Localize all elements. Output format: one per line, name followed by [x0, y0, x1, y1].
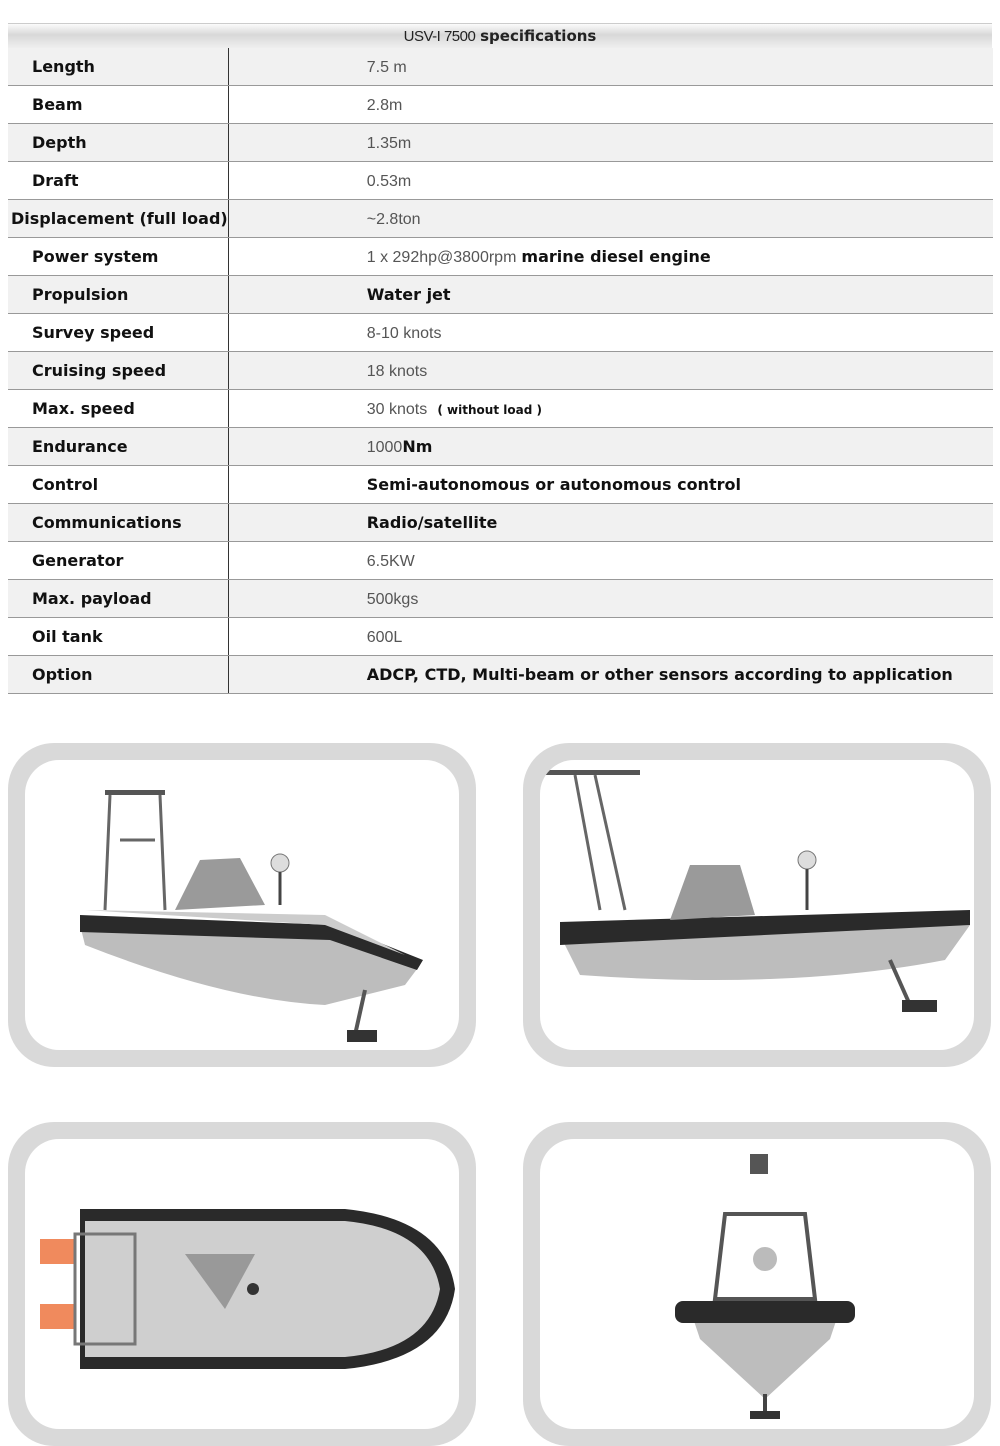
spec-value — [228, 656, 993, 694]
spec-row — [8, 314, 993, 352]
spec-row — [8, 162, 993, 200]
spec-label: Length — [8, 48, 228, 86]
spec-value-plain: 18 knots — [366, 362, 428, 380]
spec-row — [8, 200, 993, 238]
spec-value — [228, 352, 993, 390]
spec-label: Cruising speed — [8, 352, 228, 390]
spec-value-plain: ~2.8ton — [366, 210, 421, 228]
title-label: specifications — [480, 27, 597, 45]
spec-row — [8, 618, 993, 656]
spec-value-bold: ADCP, CTD, Multi-beam or other sensors according to application — [366, 664, 953, 684]
spec-value-plain: 6.5KW — [366, 552, 415, 570]
spec-value — [228, 428, 993, 466]
spec-row — [8, 466, 993, 504]
spec-row — [8, 48, 993, 86]
spec-label: Control — [8, 466, 228, 504]
spec-value-bold: Water jet — [366, 284, 451, 304]
boat-image-perspective-front — [8, 743, 476, 1067]
spec-label: Power system — [8, 238, 228, 276]
spec-row — [8, 238, 993, 276]
spec-table — [8, 48, 993, 694]
spec-value-plain: 1000 — [366, 438, 403, 456]
spec-value-plain: 1 x 292hp@3800rpm — [366, 248, 517, 266]
spec-value-plain: 30 knots — [366, 400, 428, 418]
spec-value — [228, 86, 993, 124]
spec-row — [8, 504, 993, 542]
spec-row — [8, 276, 993, 314]
spec-value-bold: Nm — [402, 436, 433, 456]
spec-value-plain: 1.35m — [366, 134, 412, 152]
spec-value — [228, 390, 993, 428]
spec-label: Displacement (full load) — [8, 200, 228, 238]
spec-label: Oil tank — [8, 618, 228, 656]
spec-row — [8, 542, 993, 580]
spec-table-title — [8, 23, 992, 48]
spec-value-bold: marine diesel engine — [521, 246, 711, 266]
spec-label: Generator — [8, 542, 228, 580]
spec-value — [228, 162, 993, 200]
spec-label: Option — [8, 656, 228, 694]
spec-label: Max. payload — [8, 580, 228, 618]
spec-label: Beam — [8, 86, 228, 124]
spec-label: Survey speed — [8, 314, 228, 352]
model-name: USV-I 7500 — [403, 28, 476, 45]
spec-value-plain: 2.8m — [366, 96, 403, 114]
spec-row — [8, 390, 993, 428]
spec-value — [228, 314, 993, 352]
spec-label: Propulsion — [8, 276, 228, 314]
spec-note: ( without load ) — [437, 402, 542, 417]
spec-value — [228, 618, 993, 656]
spec-value-plain: 500kgs — [366, 590, 419, 608]
spec-value-plain: 7.5 m — [366, 58, 407, 76]
spec-value-bold: Radio/satellite — [366, 512, 498, 532]
spec-label: Draft — [8, 162, 228, 200]
spec-value — [228, 504, 993, 542]
spec-label: Max. speed — [8, 390, 228, 428]
spec-row — [8, 428, 993, 466]
spec-row — [8, 352, 993, 390]
spec-value-plain: 600L — [366, 628, 403, 646]
spec-value — [228, 200, 993, 238]
spec-row — [8, 124, 993, 162]
spec-label: Communications — [8, 504, 228, 542]
spec-value-plain: 0.53m — [366, 172, 412, 190]
spec-value — [228, 48, 993, 86]
boat-image-side — [523, 743, 991, 1067]
spec-value — [228, 580, 993, 618]
spec-value — [228, 124, 993, 162]
boat-image-top — [8, 1122, 476, 1446]
spec-label: Depth — [8, 124, 228, 162]
spec-value — [228, 238, 993, 276]
spec-value — [228, 276, 993, 314]
spec-row — [8, 86, 993, 124]
spec-label: Endurance — [8, 428, 228, 466]
spec-value-bold: Semi-autonomous or autonomous control — [366, 474, 741, 494]
spec-row — [8, 656, 993, 694]
boat-image-front — [523, 1122, 991, 1446]
spec-value — [228, 542, 993, 580]
spec-row — [8, 580, 993, 618]
spec-value-plain: 8-10 knots — [366, 324, 442, 342]
spec-value — [228, 466, 993, 504]
